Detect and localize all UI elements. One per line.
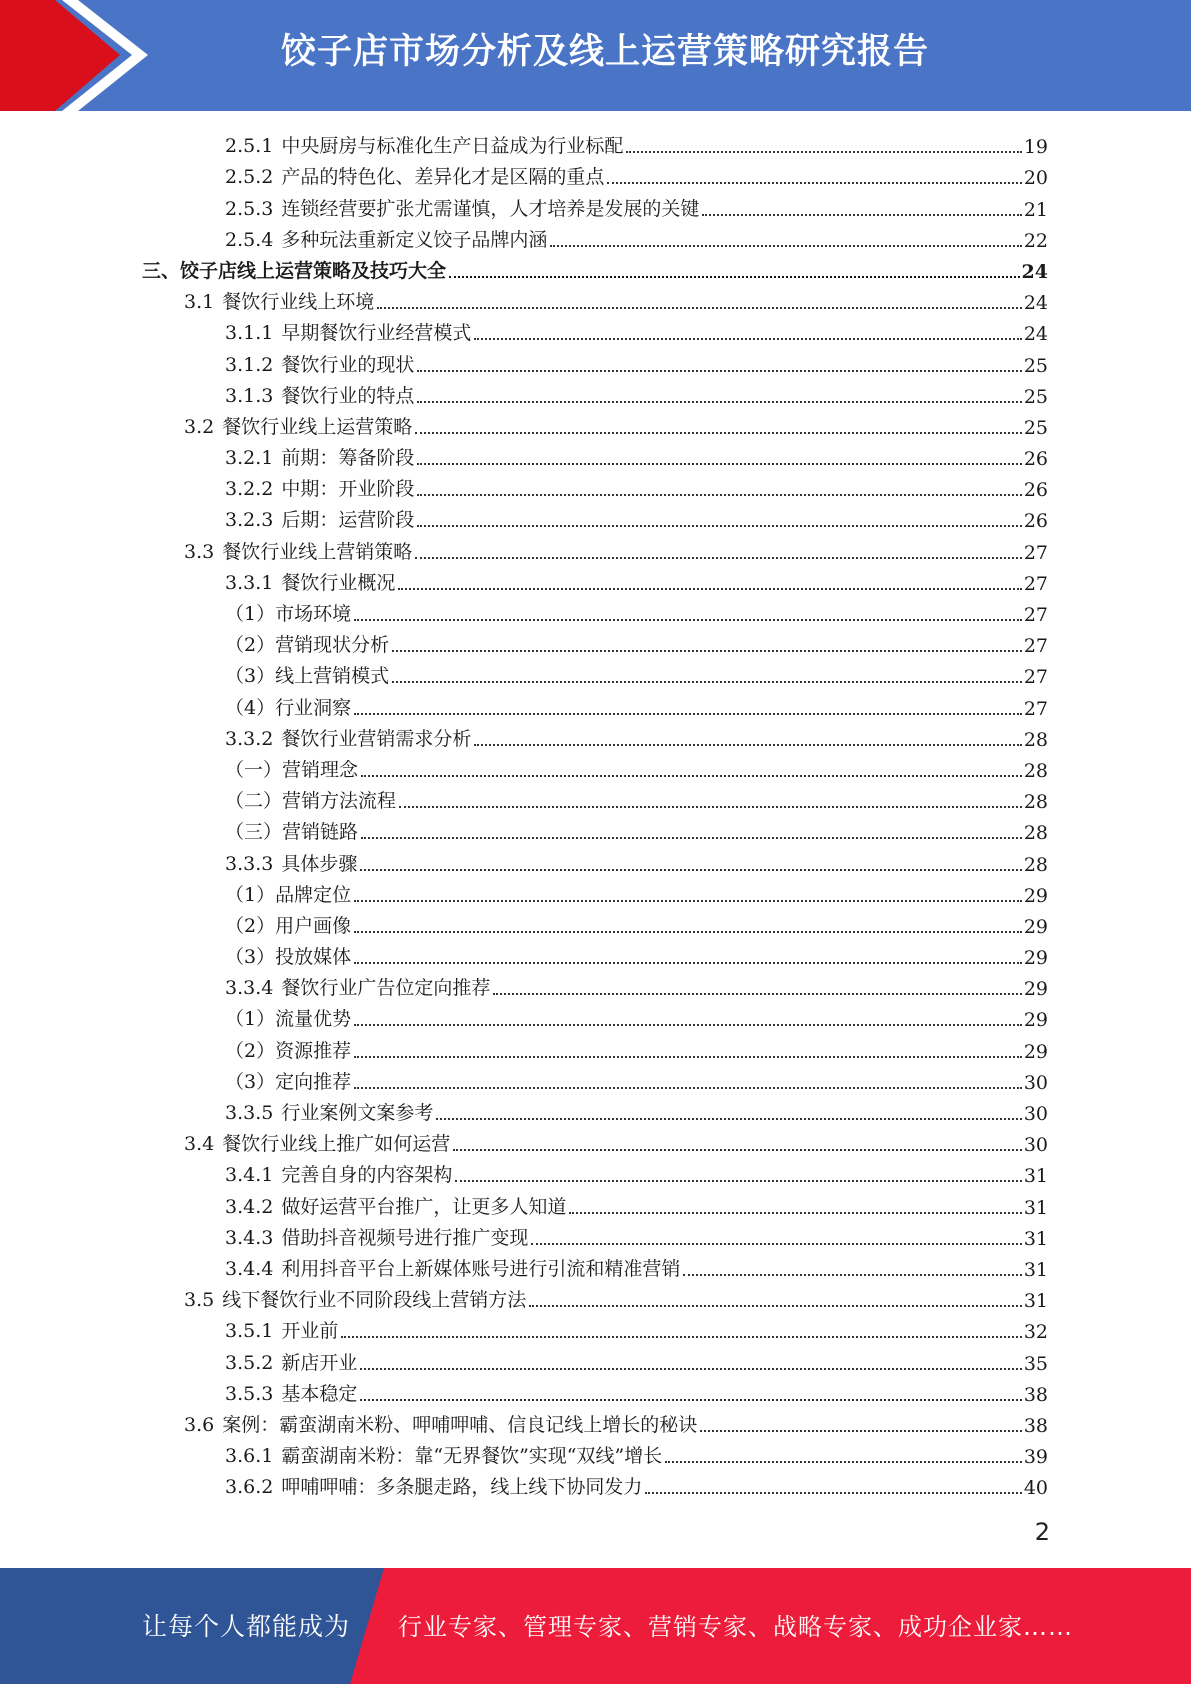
toc-dot-leader: [626, 151, 1021, 153]
page-header: [0, 0, 1191, 111]
footer-slogan-right: 行业专家、管理专家、营销专家、战略专家、成功企业家……: [398, 1613, 1073, 1641]
toc-entry-label: [225, 131, 623, 158]
toc-dot-leader: [453, 1149, 1022, 1151]
toc-entry-text: 利用抖音平台上新媒体账号进行引流和精准营销: [281, 1257, 681, 1280]
toc-entry[interactable]: [0, 221, 1191, 252]
toc-entry-page: 31: [1023, 1165, 1048, 1188]
toc-entry-page: 20: [1023, 167, 1048, 190]
toc-entry[interactable]: [0, 657, 1191, 688]
toc-entry-label: [142, 256, 446, 283]
table-of-contents: [0, 127, 1191, 1499]
toc-entry-label: [225, 849, 357, 876]
toc-entry-number: 3.5.1: [225, 1320, 274, 1343]
toc-dot-leader: [455, 1180, 1021, 1182]
toc-entry-text: 连锁经营要扩张尤需谨慎，人才培养是发展的关键: [281, 197, 700, 220]
toc-entry[interactable]: [0, 844, 1191, 875]
toc-entry-number: 2.5.1: [225, 135, 274, 158]
toc-entry-page: 29: [1023, 978, 1048, 1001]
toc-dot-leader: [354, 962, 1022, 964]
toc-entry-label: [225, 1472, 642, 1499]
toc-dot-leader: [417, 494, 1021, 496]
toc-dot-leader: [360, 1399, 1021, 1401]
toc-entry-page: 27: [1023, 697, 1048, 720]
toc-entry-text: 开业前: [281, 1320, 339, 1343]
toc-dot-leader: [354, 1024, 1022, 1026]
toc-entry-text: 餐饮行业线上推广如何运营: [222, 1133, 451, 1156]
toc-entry-number: 3.1: [184, 291, 215, 314]
header-chevron-decoration: [0, 0, 160, 111]
toc-entry[interactable]: [0, 408, 1191, 439]
toc-entry-text: （2）资源推荐: [225, 1039, 352, 1062]
toc-entry-number: 3.3.3: [225, 852, 274, 875]
toc-entry-number: 3.2.2: [225, 478, 274, 501]
toc-entry[interactable]: [0, 1125, 1191, 1156]
toc-entry-text: （1）流量优势: [225, 1008, 352, 1031]
toc-entry-text: 中央厨房与标准化生产日益成为行业标配: [281, 135, 624, 158]
toc-entry-label: [225, 194, 699, 221]
toc-entry-number: 3.3: [184, 540, 215, 563]
toc-entry-label: [225, 1316, 338, 1343]
toc-entry-number: 3.2: [184, 415, 215, 438]
toc-entry-text: （1）市场环境: [225, 603, 352, 625]
toc-entry-page: 24: [1023, 323, 1048, 346]
toc-entry[interactable]: [0, 1281, 1191, 1312]
toc-entry-text: （4）行业洞察: [225, 696, 352, 719]
toc-entry-label: [225, 880, 351, 907]
toc-entry-text: （三）营销链路: [225, 821, 359, 844]
toc-entry[interactable]: [0, 1187, 1191, 1218]
toc-entry-page: 40: [1023, 1477, 1048, 1500]
toc-entry-page: 35: [1023, 1352, 1048, 1375]
toc-entry-text: 餐饮行业营销需求分析: [281, 727, 472, 750]
toc-entry-label: [225, 599, 351, 626]
toc-entry-page: 21: [1023, 198, 1048, 221]
toc-dot-leader: [474, 338, 1021, 340]
toc-entry[interactable]: [0, 1063, 1191, 1094]
toc-entry-text: 早期餐饮行业经营模式: [281, 322, 472, 345]
toc-entry[interactable]: [0, 1468, 1191, 1499]
toc-entry-page: 25: [1023, 385, 1048, 408]
toc-entry-text: 餐饮行业概况: [281, 571, 396, 594]
toc-entry-page: 25: [1023, 354, 1048, 377]
toc-entry-label: [184, 412, 412, 439]
toc-entry-page: 30: [1023, 1103, 1048, 1125]
toc-entry-text: 餐饮行业的特点: [281, 384, 415, 407]
toc-entry-page: 31: [1023, 1196, 1048, 1219]
toc-entry-page: 30: [1023, 1134, 1048, 1157]
toc-entry-page: 30: [1023, 1071, 1048, 1094]
toc-entry-label: [225, 568, 395, 595]
toc-entry-text: 案例：霸蛮湖南米粉、呷哺呷哺、信良记线上增长的秘诀: [222, 1413, 698, 1436]
toc-entry-page: 26: [1023, 479, 1048, 502]
toc-entry-page: 29: [1023, 884, 1048, 907]
toc-entry-label: [225, 318, 471, 345]
toc-entry-label: [225, 630, 389, 657]
toc-entry[interactable]: [0, 189, 1191, 220]
toc-dot-leader: [569, 1212, 1021, 1214]
toc-entry-text: 线下餐饮行业不同阶段线上营销方法: [222, 1289, 527, 1312]
toc-entry-label: [225, 1004, 351, 1031]
toc-entry[interactable]: [0, 377, 1191, 408]
toc-entry[interactable]: [0, 1375, 1191, 1406]
toc-dot-leader: [415, 557, 1022, 559]
toc-entry-label: [225, 162, 604, 189]
toc-dot-leader: [417, 463, 1021, 465]
toc-entry-page: 28: [1023, 822, 1048, 845]
toc-dot-leader: [550, 245, 1021, 247]
toc-dot-leader: [417, 370, 1021, 372]
toc-entry-number: 3.3.5: [225, 1102, 274, 1124]
toc-entry-label: [225, 1379, 357, 1406]
toc-dot-leader: [354, 713, 1022, 715]
toc-dot-leader: [354, 619, 1022, 621]
toc-entry-text: 餐饮行业线上营销策略: [222, 540, 413, 563]
toc-entry-number: 3.4.3: [225, 1226, 274, 1249]
toc-entry-number: 3.1.2: [225, 353, 274, 376]
toc-entry-number: 2.5.2: [225, 166, 274, 189]
toc-entry[interactable]: [0, 1250, 1191, 1281]
toc-entry-number: 3.1.1: [225, 322, 274, 345]
toc-dot-leader: [392, 650, 1022, 652]
toc-entry[interactable]: [0, 470, 1191, 501]
toc-entry-label: [225, 942, 351, 969]
toc-dot-leader: [529, 1305, 1022, 1307]
toc-entry-text: 霸蛮湖南米粉：靠“无界餐饮”实现“双线”增长: [281, 1445, 663, 1468]
toc-entry-text: 前期：筹备阶段: [281, 447, 415, 470]
toc-entry-page: 29: [1023, 915, 1048, 938]
toc-entry-page: 24: [1021, 260, 1048, 283]
toc-dot-leader: [361, 837, 1022, 839]
toc-entry-number: 3.2.3: [225, 509, 274, 532]
toc-entry[interactable]: [0, 938, 1191, 969]
toc-entry-label: [225, 1348, 357, 1375]
toc-dot-leader: [700, 1430, 1022, 1432]
toc-entry-label: [225, 755, 358, 782]
toc-entry[interactable]: [0, 564, 1191, 595]
toc-dot-leader: [436, 1118, 1021, 1120]
toc-entry-page: 29: [1023, 947, 1048, 970]
toc-entry-text: 后期：运营阶段: [281, 509, 415, 532]
toc-entry[interactable]: [0, 439, 1191, 470]
page-number: 2: [1034, 1518, 1050, 1546]
toc-entry-label: [225, 1192, 566, 1219]
toc-dot-leader: [354, 931, 1022, 933]
toc-entry[interactable]: [0, 1343, 1191, 1374]
page-footer: [0, 1568, 1191, 1684]
toc-entry-label: [225, 443, 414, 470]
toc-dot-leader: [354, 1087, 1022, 1089]
toc-entry-text: 做好运营平台推广，让更多人知道: [281, 1195, 567, 1218]
toc-entry-page: 19: [1023, 136, 1048, 159]
toc-dot-leader: [415, 432, 1022, 434]
toc-entry-number: 3.5.2: [225, 1351, 274, 1374]
toc-entry[interactable]: [0, 907, 1191, 938]
toc-dot-leader: [531, 1243, 1021, 1245]
toc-dot-leader: [354, 900, 1022, 902]
toc-entry-label: [225, 474, 414, 501]
toc-entry-number: 3.4.2: [225, 1195, 274, 1218]
toc-entry-page: 31: [1023, 1227, 1048, 1250]
toc-dot-leader: [341, 1336, 1021, 1338]
toc-entry[interactable]: [0, 813, 1191, 844]
toc-entry[interactable]: [0, 158, 1191, 189]
toc-entry-text: （2）营销现状分析: [225, 634, 390, 657]
toc-dot-leader: [360, 1368, 1021, 1370]
toc-entry[interactable]: [0, 1156, 1191, 1187]
toc-entry-page: 28: [1023, 728, 1048, 751]
toc-entry[interactable]: [0, 501, 1191, 532]
toc-entry-number: 3.1.3: [225, 384, 274, 407]
toc-entry-number: 3.3.2: [225, 727, 274, 750]
toc-entry-page: 28: [1023, 759, 1048, 782]
toc-entry-number: 3.2.1: [225, 447, 274, 470]
toc-entry-page: 24: [1023, 292, 1048, 315]
toc-entry-label: [225, 225, 547, 252]
toc-entry-number: 3.4: [184, 1133, 215, 1156]
toc-entry-number: 3.5.3: [225, 1382, 274, 1405]
toc-entry-text: （3）投放媒体: [225, 946, 352, 969]
toc-entry-text: （2）用户画像: [225, 914, 352, 937]
toc-entry-label: [225, 1223, 528, 1250]
toc-entry-text: 餐饮行业广告位定向推荐: [281, 977, 491, 1000]
toc-entry-number: 2.5.3: [225, 197, 274, 220]
toc-entry-text: （3）线上营销模式: [225, 665, 390, 688]
toc-entry-page: 29: [1023, 1040, 1048, 1063]
toc-dot-leader: [392, 681, 1022, 683]
toc-entry[interactable]: [0, 1406, 1191, 1437]
toc-entry-page: 29: [1023, 1009, 1048, 1032]
toc-dot-leader: [360, 869, 1021, 871]
toc-entry-text: 中期：开业阶段: [281, 478, 415, 501]
toc-entry-text: （二）营销方法流程: [225, 790, 397, 813]
toc-entry-label: [225, 786, 396, 813]
toc-entry-page: 27: [1023, 572, 1048, 595]
toc-dot-leader: [645, 1492, 1021, 1494]
toc-entry-label: [225, 724, 471, 751]
toc-entry-page: 28: [1023, 791, 1048, 814]
toc-entry[interactable]: [0, 532, 1191, 563]
toc-entry-number: 3.4.1: [225, 1164, 274, 1187]
toc-entry-label: [184, 1129, 450, 1156]
toc-entry-label: [225, 1067, 351, 1094]
toc-entry-label: [225, 1254, 680, 1281]
toc-entry-page: 27: [1023, 541, 1048, 564]
toc-entry-label: [225, 911, 351, 938]
report-title: 饺子店市场分析及线上运营策略研究报告: [280, 32, 929, 72]
toc-entry-page: 26: [1023, 448, 1048, 471]
toc-entry[interactable]: [0, 127, 1191, 158]
toc-entry-text: 餐饮行业的现状: [281, 353, 415, 376]
toc-dot-leader: [354, 1056, 1022, 1058]
toc-entry-page: 38: [1023, 1414, 1048, 1437]
toc-dot-leader: [417, 401, 1021, 403]
toc-dot-leader: [493, 993, 1021, 995]
toc-entry-page: 25: [1023, 416, 1048, 439]
toc-entry-text: 餐饮行业线上环境: [222, 291, 375, 314]
toc-dot-leader: [683, 1274, 1021, 1276]
toc-entry-number: 3.5: [184, 1289, 215, 1312]
toc-entry-label: [225, 693, 351, 720]
toc-entry-page: 38: [1023, 1383, 1048, 1406]
toc-entry[interactable]: [0, 1437, 1191, 1468]
toc-entry[interactable]: [0, 1031, 1191, 1062]
toc-entry-page: 31: [1023, 1290, 1048, 1313]
toc-entry-number: 3.6.2: [225, 1476, 274, 1499]
toc-entry[interactable]: [0, 345, 1191, 376]
toc-entry-label: [225, 381, 414, 408]
toc-dot-leader: [702, 214, 1021, 216]
toc-entry-page: 39: [1023, 1446, 1048, 1469]
toc-entry-text: （一）营销理念: [225, 758, 359, 781]
toc-entry-label: [225, 1160, 452, 1187]
toc-entry-page: 32: [1023, 1321, 1048, 1344]
toc-entry-label: [184, 537, 412, 564]
toc-entry[interactable]: [0, 688, 1191, 719]
toc-entry-label: [184, 1285, 526, 1312]
toc-dot-leader: [377, 307, 1022, 309]
toc-entry-page: 22: [1023, 229, 1048, 252]
toc-entry[interactable]: [0, 720, 1191, 751]
toc-entry-text: 具体步骤: [281, 852, 358, 875]
toc-entry-text: 三、饺子店线上运营策略及技巧大全: [142, 259, 447, 282]
toc-entry[interactable]: [0, 969, 1191, 1000]
toc-entry-number: 3.4.4: [225, 1257, 274, 1280]
toc-entry-text: 餐饮行业线上运营策略: [222, 415, 413, 438]
toc-entry[interactable]: [0, 252, 1191, 283]
toc-entry-page: 27: [1023, 604, 1048, 626]
toc-entry[interactable]: [0, 751, 1191, 782]
toc-entry-text: 行业案例文案参考: [281, 1102, 434, 1124]
toc-entry-label: [225, 661, 389, 688]
toc-entry[interactable]: [0, 1219, 1191, 1250]
toc-entry-number: 3.6.1: [225, 1445, 274, 1468]
toc-dot-leader: [665, 1461, 1022, 1463]
toc-entry[interactable]: [0, 1094, 1191, 1125]
toc-entry-text: 多种玩法重新定义饺子品牌内涵: [281, 228, 548, 251]
toc-entry-label: [225, 350, 414, 377]
toc-entry-label: [184, 1410, 697, 1437]
toc-entry-number: 3.3.1: [225, 571, 274, 594]
toc-entry-label: [225, 1098, 433, 1125]
footer-slogan-left: 让每个人都能成为: [142, 1612, 351, 1641]
toc-dot-leader: [417, 525, 1021, 527]
toc-entry-page: 26: [1023, 510, 1048, 533]
toc-entry-number: 3.3.4: [225, 977, 274, 1000]
toc-entry[interactable]: [0, 1312, 1191, 1343]
toc-entry[interactable]: [0, 283, 1191, 314]
toc-dot-leader: [398, 588, 1021, 590]
toc-entry-label: [184, 287, 374, 314]
toc-entry-text: （1）品牌定位: [225, 883, 352, 906]
toc-entry[interactable]: [0, 782, 1191, 813]
toc-dot-leader: [361, 775, 1022, 777]
toc-entry[interactable]: [0, 595, 1191, 626]
toc-entry-label: [225, 817, 358, 844]
toc-entry[interactable]: [0, 1000, 1191, 1031]
toc-entry-label: [225, 973, 490, 1000]
toc-entry[interactable]: [0, 314, 1191, 345]
toc-dot-leader: [607, 182, 1021, 184]
toc-entry-text: 新店开业: [281, 1351, 358, 1374]
toc-entry-page: 27: [1023, 635, 1048, 658]
toc-entry-page: 31: [1023, 1258, 1048, 1281]
toc-entry-text: （3）定向推荐: [225, 1070, 352, 1093]
toc-entry-text: 完善自身的内容架构: [281, 1164, 453, 1187]
toc-entry-text: 基本稳定: [281, 1382, 358, 1405]
toc-entry[interactable]: [0, 626, 1191, 657]
toc-dot-leader: [399, 806, 1022, 808]
toc-entry-text: 借助抖音视频号进行推广变现: [281, 1226, 529, 1249]
toc-entry-label: [225, 1036, 351, 1063]
toc-entry-page: 27: [1023, 666, 1048, 689]
toc-entry-number: 2.5.4: [225, 228, 274, 251]
toc-dot-leader: [449, 276, 1020, 278]
toc-entry-text: 产品的特色化、差异化才是区隔的重点: [281, 166, 605, 189]
toc-entry-number: 3.6: [184, 1413, 215, 1436]
toc-entry[interactable]: [0, 876, 1191, 907]
toc-entry-text: 呷哺呷哺：多条腿走路，线上线下协同发力: [281, 1476, 643, 1499]
toc-dot-leader: [474, 744, 1021, 746]
toc-entry-label: [225, 1441, 662, 1468]
toc-entry-label: [225, 505, 414, 532]
toc-entry-page: 28: [1023, 853, 1048, 876]
